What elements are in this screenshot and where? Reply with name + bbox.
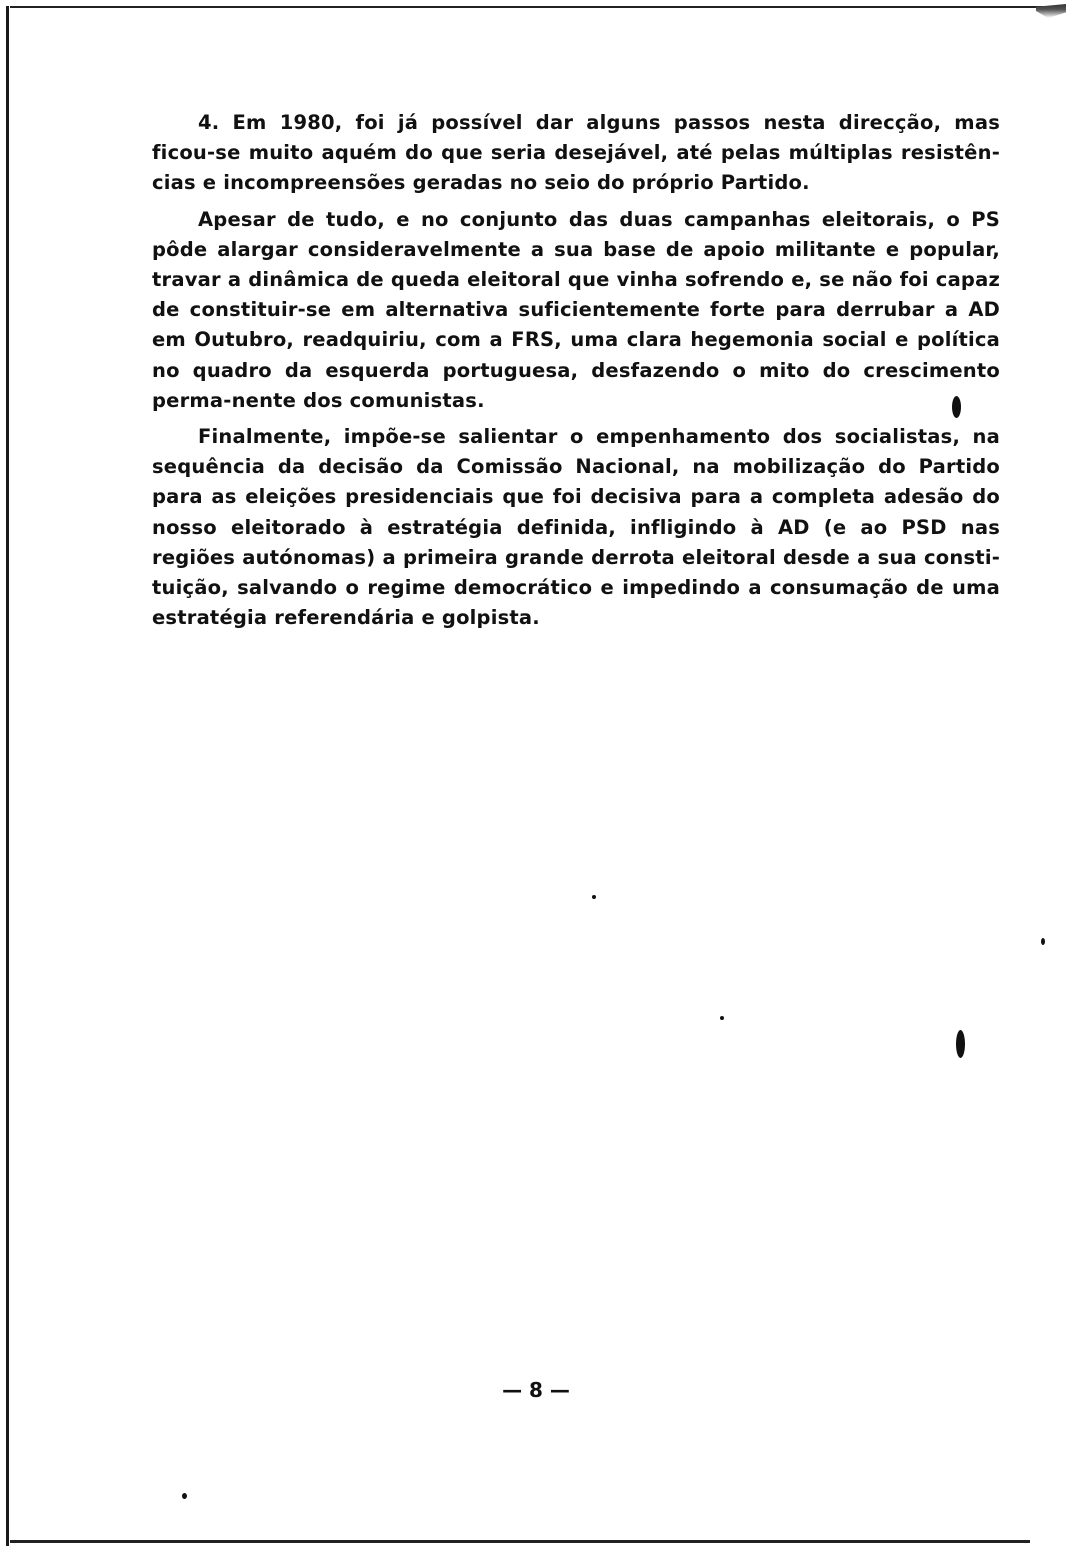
scan-speck — [1041, 938, 1045, 945]
scan-speck — [592, 895, 596, 899]
page-number: — 8 — — [502, 1378, 570, 1402]
paragraph-3: Finalmente, impõe-se salientar o empenhamento dos socialistas, na sequência da decisão da Comissão Nacional, na mobilização do Partido para as eleições presidenciais que foi decisiva para a completa adesão do nosso eleitorado à estratégia definida, infligindo à AD (e ao PSD nas regiões autónomas) a primeira grande derrota eleitoral desde a sua consti-tuição, salvando o regime democrático e impedindo a consumação de uma estratégia referendária e golpista. — [152, 425, 1000, 630]
paragraph-2: Apesar de tudo, e no conjunto das duas campanhas eleitorais, o PS pôde alargar consideravelmente a sua base de apoio militante e popular, travar a dinâmica de queda eleitoral que vinha sofrendo e, se não foi capaz de constituir-se em alternativa suficientemente forte para derrubar a AD em Outubro, readquiriu, com a FRS, uma clara hegemonia social e política no quadro da esquerda portuguesa, desfazendo o mito do crescimento perma-nente dos comunistas. — [152, 207, 1000, 412]
body-text — [152, 108, 1000, 639]
scan-border-left — [6, 6, 9, 1546]
scan-speck — [956, 1030, 965, 1058]
scan-speck — [952, 396, 961, 418]
scan-border-top — [10, 6, 1050, 8]
paragraph-1: 4. Em 1980, foi já possível dar alguns passos nesta direcção, mas ficou-se muito aquém do que seria desejável, até pelas múltiplas resistên-cias e incompreensões geradas no seio do próprio Partido. — [152, 111, 1000, 195]
scan-speck — [182, 1493, 187, 1499]
scan-speck — [720, 1016, 724, 1020]
scan-border-bottom — [10, 1540, 1030, 1543]
